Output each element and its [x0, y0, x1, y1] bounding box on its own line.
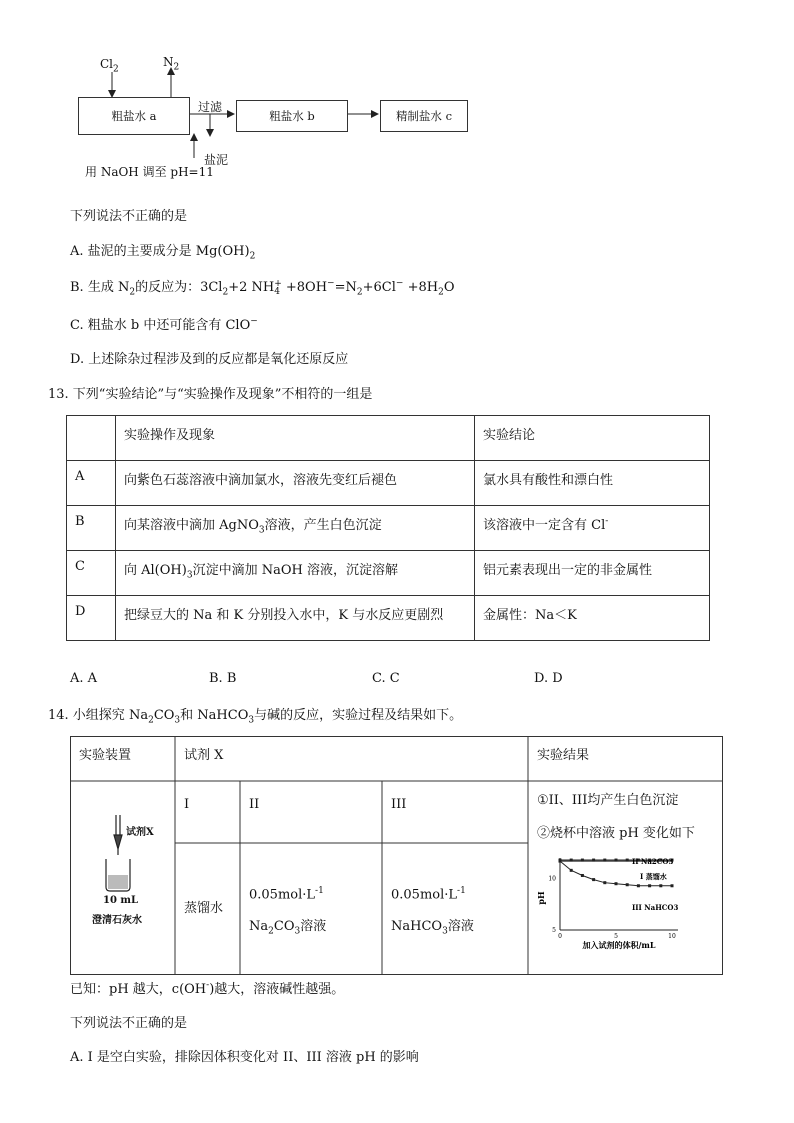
- q13-choice-a: A. A: [70, 671, 98, 686]
- data-point: [559, 860, 562, 863]
- data-point: [671, 884, 674, 887]
- x-tick-label: 5: [614, 933, 618, 940]
- row-op: 向某溶液中滴加 AgNO$_3$溶液，产生白色沉淀: [116, 506, 475, 551]
- data-point: [592, 878, 595, 881]
- dropper-label: 试剂X: [126, 827, 154, 838]
- row-label: A: [67, 461, 116, 506]
- legend-label: II Na2CO3: [632, 857, 674, 866]
- q14-option-a: A. I 是空白实验，排除因体积变化对 II、III 溶液 pH 的影响: [70, 1050, 419, 1065]
- data-point: [626, 883, 629, 886]
- q13-choice-b: B. B: [209, 671, 237, 686]
- beaker-volume: 10 mL: [103, 895, 139, 906]
- legend-label: I 蒸馏水: [640, 872, 667, 881]
- table-row: [67, 506, 710, 551]
- q13-stem: 13. 下列“实验结论”与“实验操作及现象”不相符的一组是: [48, 387, 373, 402]
- data-point: [659, 884, 662, 887]
- n2-label: $N_2$: [163, 55, 180, 73]
- q13-choice-d: D. D: [534, 671, 563, 686]
- legend-label: III NaHCO3: [632, 903, 679, 912]
- data-point: [648, 884, 651, 887]
- result-1: ①II、III均产生白色沉淀: [537, 793, 679, 808]
- result-2: ②烧杯中溶液 pH 变化如下: [537, 826, 695, 841]
- filter-label: 过滤: [198, 100, 223, 114]
- cl2-label: $Cl_2$: [100, 57, 119, 75]
- naoh-note: 用 NaOH 调至 pH=11: [85, 165, 214, 179]
- row-op: 把绿豆大的 Na 和 K 分别投入水中，K 与水反应更剧烈: [116, 596, 475, 641]
- header-result: 实验结果: [537, 748, 590, 763]
- reagent-ii: $0.05mol\cdot L^{-1}$ $Na_2CO_3$溶液: [249, 886, 327, 937]
- row-label: B: [67, 506, 116, 551]
- box-b: 粗盐水 b: [236, 100, 348, 132]
- row-op: 向 $Al(OH)_3$沉淀中滴加 NaOH 溶液，沉淀溶解: [116, 551, 475, 596]
- header-op: 实验操作及现象: [116, 416, 475, 461]
- data-point: [603, 881, 606, 884]
- reagent-iii: $0.05mol\cdot L^{-1}$ NaHCO$_3$溶液: [391, 886, 474, 937]
- beaker-name: 澄清石灰水: [92, 915, 142, 926]
- table-row: [67, 416, 710, 461]
- header-reagent: 试剂 X: [184, 748, 224, 763]
- q14-prompt: 下列说法不正确的是: [70, 1016, 188, 1031]
- y-axis-label: pH: [536, 891, 546, 905]
- x-tick-label: 10: [668, 933, 676, 940]
- box-c: 精制盐水 c: [380, 100, 468, 132]
- row-con: 氯水具有酸性和漂白性: [475, 461, 710, 506]
- y-tick-label: 10: [548, 875, 556, 883]
- q12-prompt: 下列说法不正确的是: [70, 209, 188, 224]
- q13-choice-c: C. C: [372, 671, 400, 686]
- header-device: 实验装置: [79, 748, 132, 763]
- table-row: [67, 551, 710, 596]
- known-note: 已知：pH 越大，c(OH-)越大，溶液碱性越强。: [70, 980, 345, 997]
- q13-table: [66, 415, 710, 641]
- ph-chart: [536, 852, 686, 952]
- q12-option-a: A. 盐泥的主要成分是 $Mg(OH)_2$: [70, 244, 256, 262]
- y-tick-label: 5: [552, 927, 556, 934]
- row-label: D: [67, 596, 116, 641]
- q12-option-b: B. 生成 $N_2$的反应为：$3Cl_2+2$ NH+ $4 +8OH^-=N_2+6Cl^- +8H_2O$: [70, 278, 455, 298]
- row-con: 该溶液中一定含有 Cl-: [475, 506, 710, 551]
- col-ii-label: II: [249, 797, 260, 812]
- table-row: [67, 461, 710, 506]
- box-a: 粗盐水 a: [78, 97, 190, 135]
- x-tick-label: 0: [558, 933, 562, 940]
- data-point: [615, 882, 618, 885]
- row-op: 向紫色石蕊溶液中滴加氯水，溶液先变红后褪色: [116, 461, 475, 506]
- q12-option-c: C. 粗盐水 b 中还可能含有 ClO−: [70, 316, 258, 333]
- mud-label: 盐泥: [204, 153, 229, 167]
- q14-stem: 14. 小组探究 $Na_2CO_3$和 NaHCO$_3$与碱的反应，实验过程及结果如下。: [48, 708, 463, 726]
- col-iii-label: III: [391, 797, 407, 812]
- col-i-label: I: [184, 797, 190, 812]
- reagent-i: 蒸馏水: [184, 901, 224, 916]
- data-point: [637, 884, 640, 887]
- row-con: 金属性：Na＜K: [475, 596, 710, 641]
- row-label: C: [67, 551, 116, 596]
- header-con: 实验结论: [475, 416, 710, 461]
- x-axis-label: 加入试剂的体积/mL: [582, 940, 656, 950]
- data-point: [570, 869, 573, 872]
- row-con: 铝元素表现出一定的非金属性: [475, 551, 710, 596]
- q12-option-d: D. 上述除杂过程涉及到的反应都是氧化还原反应: [70, 352, 349, 367]
- table-row: [67, 596, 710, 641]
- data-point: [581, 874, 584, 877]
